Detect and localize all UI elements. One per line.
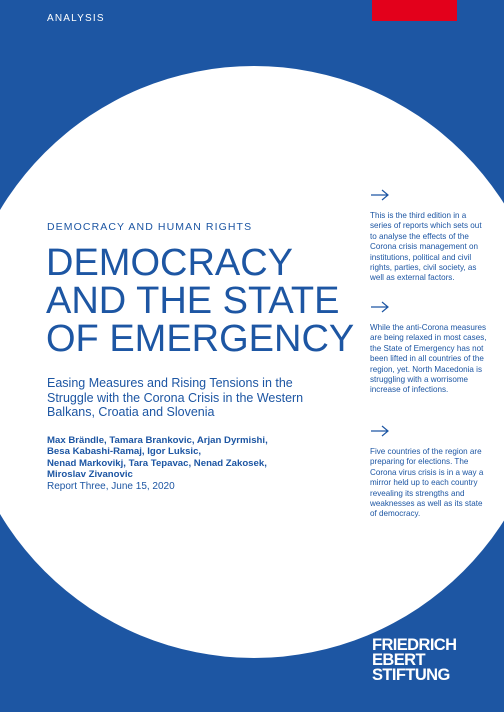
accent-bar <box>372 0 457 21</box>
arrow-right-icon <box>370 189 390 201</box>
title-line: AND THE STATE <box>46 280 340 322</box>
author-line: Max Brändle, Tamara Brankovic, Arjan Dyrmishi, <box>47 435 268 446</box>
report-subtitle: Easing Measures and Rising Tensions in the Struggle with the Corona Crisis in the Western Balkans, Croatia and Slovenia <box>47 376 304 419</box>
logo-line: STIFTUNG <box>372 666 450 684</box>
author-line: Miroslav Zivanovic <box>47 469 133 481</box>
author-line: Nenad Markovikj, Tara Tepavac, Nenad Zakosek, <box>47 457 267 469</box>
key-point-text: This is the third edition in a series of reports which sets out to analyse the effects of the Corona crisis management on institutions, political and civil rights, parties, civil society, as well as external factors. <box>370 211 482 283</box>
arrow-right-icon <box>370 301 390 313</box>
author-list <box>47 435 337 481</box>
author-line: Besa Kabashi-Ramaj, Igor Luksic, <box>47 446 202 458</box>
key-point-text: Five countries of the region are preparing for elections. The Corona virus crisis is in a way a mirror held up to each country revealing its strengths and weaknesses as well as its state of democracy. <box>370 447 484 519</box>
fes-logo <box>372 638 456 683</box>
key-point-1 <box>370 189 490 284</box>
logo-line: FRIEDRICH <box>372 636 457 654</box>
arrow-right-icon <box>370 425 390 437</box>
title-line: DEMOCRACY <box>46 242 294 284</box>
key-point-3 <box>370 425 490 520</box>
report-title <box>46 244 354 358</box>
key-point-2 <box>370 301 490 396</box>
report-info: Report Three, June 15, 2020 <box>47 481 175 492</box>
title-line: OF EMERGENCY <box>46 318 355 360</box>
logo-line: EBERT <box>372 651 425 669</box>
category-label: ANALYSIS <box>47 13 105 24</box>
section-label: DEMOCRACY AND HUMAN RIGHTS <box>47 221 253 233</box>
key-point-text: While the anti-Corona measures are being relaxed in most cases, the State of Emergency has not been lifted in all countries of the region, yet. North Macedonia is struggling with a worrisome increase of infections. <box>370 323 487 395</box>
